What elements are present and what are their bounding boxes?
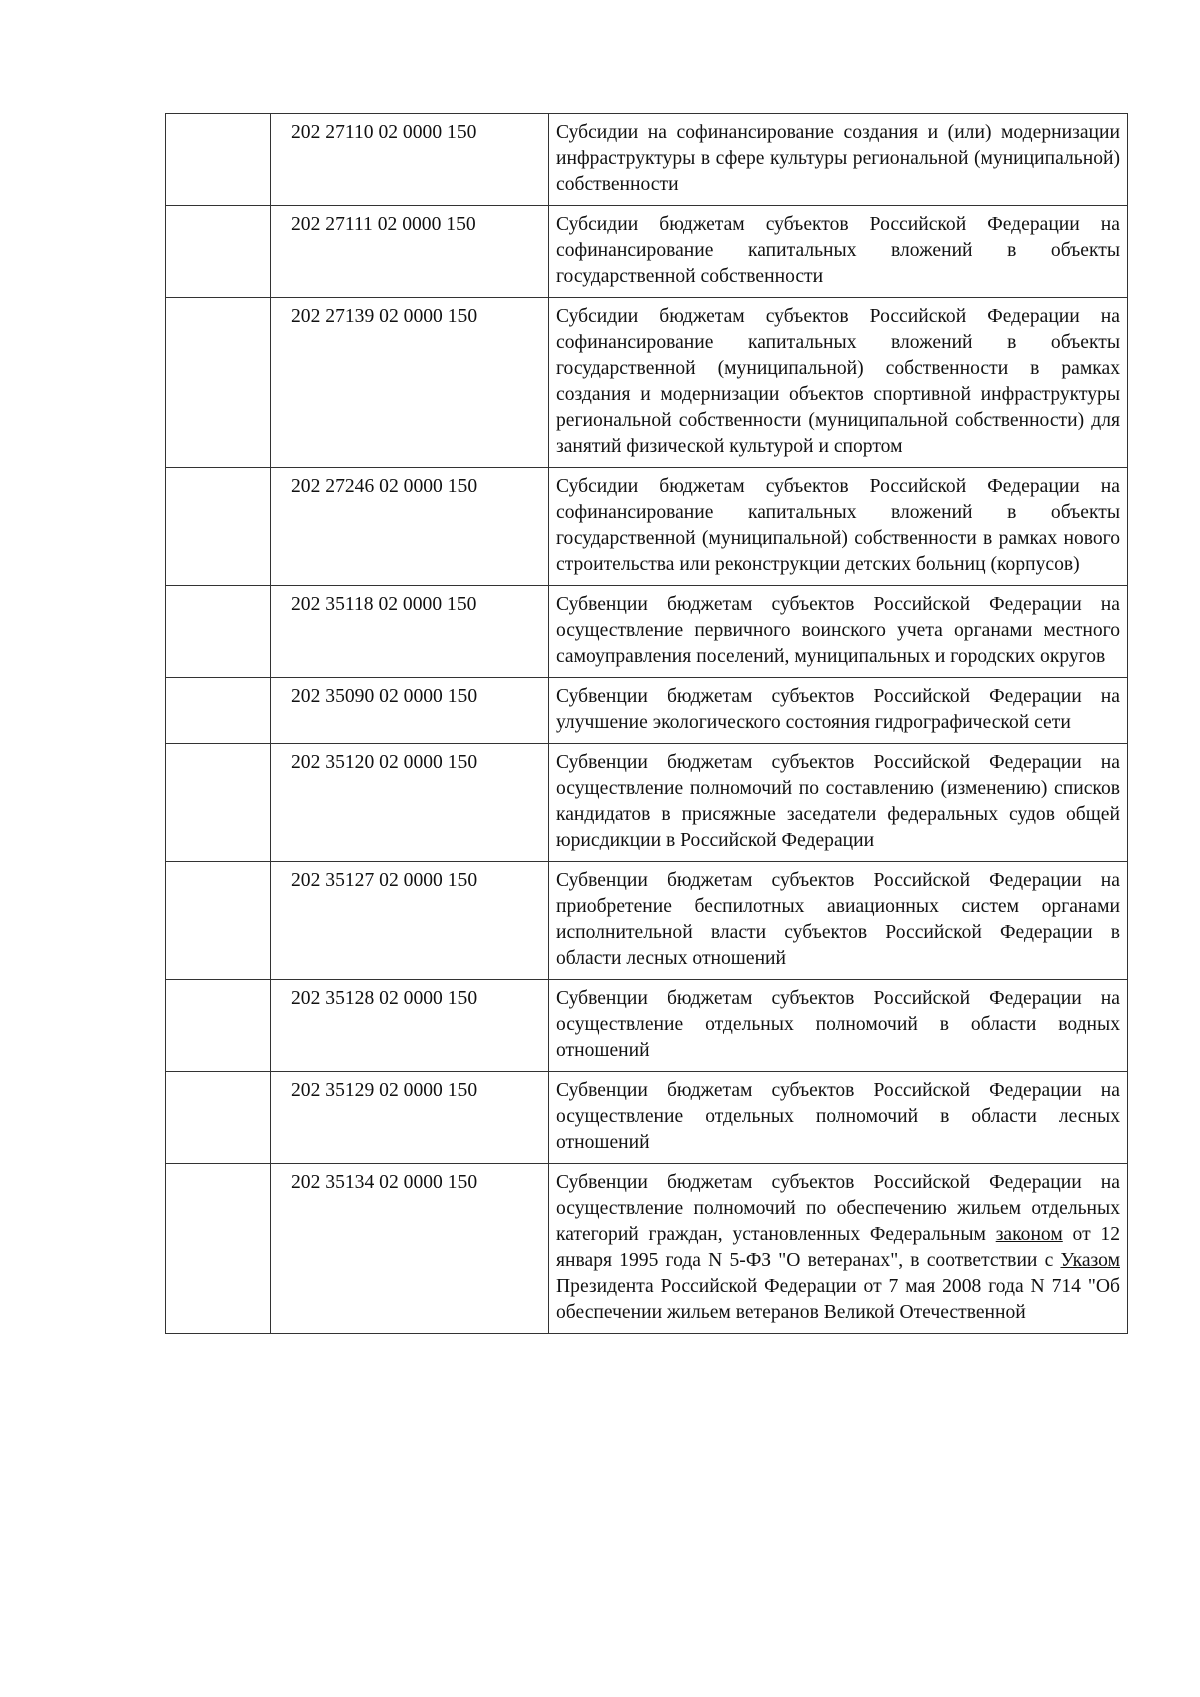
code-cell: 202 35090 02 0000 150: [271, 678, 549, 744]
table-row: [166, 298, 1128, 468]
decree-link[interactable]: Указом: [1060, 1250, 1120, 1271]
code-cell: 202 35129 02 0000 150: [271, 1072, 549, 1164]
table-row: [166, 468, 1128, 586]
table-row: [166, 744, 1128, 862]
code-cell: 202 35118 02 0000 150: [271, 586, 549, 678]
table-row: [166, 586, 1128, 678]
description-cell: Субвенции бюджетам субъектов Российской Федерации на осуществление первичного воинского учета органами местного самоуправления поселений, муниципальных и городских округов: [549, 586, 1128, 678]
description-cell: Субсидии бюджетам субъектов Российской Федерации на софинансирование капитальных вложений в объекты государственной (муниципальной) собственности в рамках создания и модернизации объектов спортивной инфраструктуры региональной собственности (муниципальной собственности) для занятий физической культурой и спортом: [549, 298, 1128, 468]
table-row: [166, 980, 1128, 1072]
empty-cell: [166, 206, 271, 298]
code-cell: 202 27110 02 0000 150: [271, 114, 549, 206]
empty-cell: [166, 1164, 271, 1334]
empty-cell: [166, 980, 271, 1072]
table-row: [166, 1072, 1128, 1164]
empty-cell: [166, 586, 271, 678]
code-cell: 202 27246 02 0000 150: [271, 468, 549, 586]
table-row: [166, 678, 1128, 744]
empty-cell: [166, 468, 271, 586]
table-row: [166, 114, 1128, 206]
empty-cell: [166, 678, 271, 744]
description-cell: Субвенции бюджетам субъектов Российской Федерации на осуществление полномочий по составлению (изменению) списков кандидатов в присяжные заседатели федеральных судов общей юрисдикции в Российской Федерации: [549, 744, 1128, 862]
code-cell: 202 35127 02 0000 150: [271, 862, 549, 980]
empty-cell: [166, 862, 271, 980]
code-cell: 202 27139 02 0000 150: [271, 298, 549, 468]
description-cell: Субвенции бюджетам субъектов Российской Федерации на осуществление отдельных полномочий в области водных отношений: [549, 980, 1128, 1072]
table-row: [166, 862, 1128, 980]
empty-cell: [166, 1072, 271, 1164]
description-cell: [549, 1164, 1128, 1334]
code-cell: 202 35128 02 0000 150: [271, 980, 549, 1072]
law-link[interactable]: законом: [995, 1224, 1063, 1245]
code-cell: 202 35120 02 0000 150: [271, 744, 549, 862]
budget-codes-table: [165, 113, 1128, 1334]
description-text-part: от 12 января 1995 года N 5-ФЗ "О ветеранах", в соответствии с: [556, 1224, 1121, 1271]
description-cell: Субвенции бюджетам субъектов Российской Федерации на приобретение беспилотных авиационных систем органами исполнительной власти субъектов Российской Федерации в области лесных отношений: [549, 862, 1128, 980]
description-cell: Субсидии на софинансирование создания и (или) модернизации инфраструктуры в сфере культуры региональной (муниципальной) собственности: [549, 114, 1128, 206]
table-row: [166, 1164, 1128, 1334]
table-row: [166, 206, 1128, 298]
description-text-part: Субвенции бюджетам субъектов Российской Федерации на осуществление полномочий по обеспечению жильем отдельных категорий граждан, установленных Федеральным: [556, 1172, 1120, 1245]
code-cell: 202 27111 02 0000 150: [271, 206, 549, 298]
description-cell: Субвенции бюджетам субъектов Российской Федерации на осуществление отдельных полномочий в области лесных отношений: [549, 1072, 1128, 1164]
empty-cell: [166, 298, 271, 468]
description-cell: Субсидии бюджетам субъектов Российской Федерации на софинансирование капитальных вложений в объекты государственной (муниципальной) собственности в рамках нового строительства или реконструкции детских больниц (корпусов): [549, 468, 1128, 586]
empty-cell: [166, 744, 271, 862]
empty-cell: [166, 114, 271, 206]
description-cell: Субсидии бюджетам субъектов Российской Федерации на софинансирование капитальных вложений в объекты государственной собственности: [549, 206, 1128, 298]
code-cell: 202 35134 02 0000 150: [271, 1164, 549, 1334]
description-cell: Субвенции бюджетам субъектов Российской Федерации на улучшение экологического состояния гидрографической сети: [549, 678, 1128, 744]
description-text-part: Президента Российской Федерации от 7 мая 2008 года N 714 "Об обеспечении жильем ветеранов Великой Отечественной: [556, 1276, 1120, 1323]
